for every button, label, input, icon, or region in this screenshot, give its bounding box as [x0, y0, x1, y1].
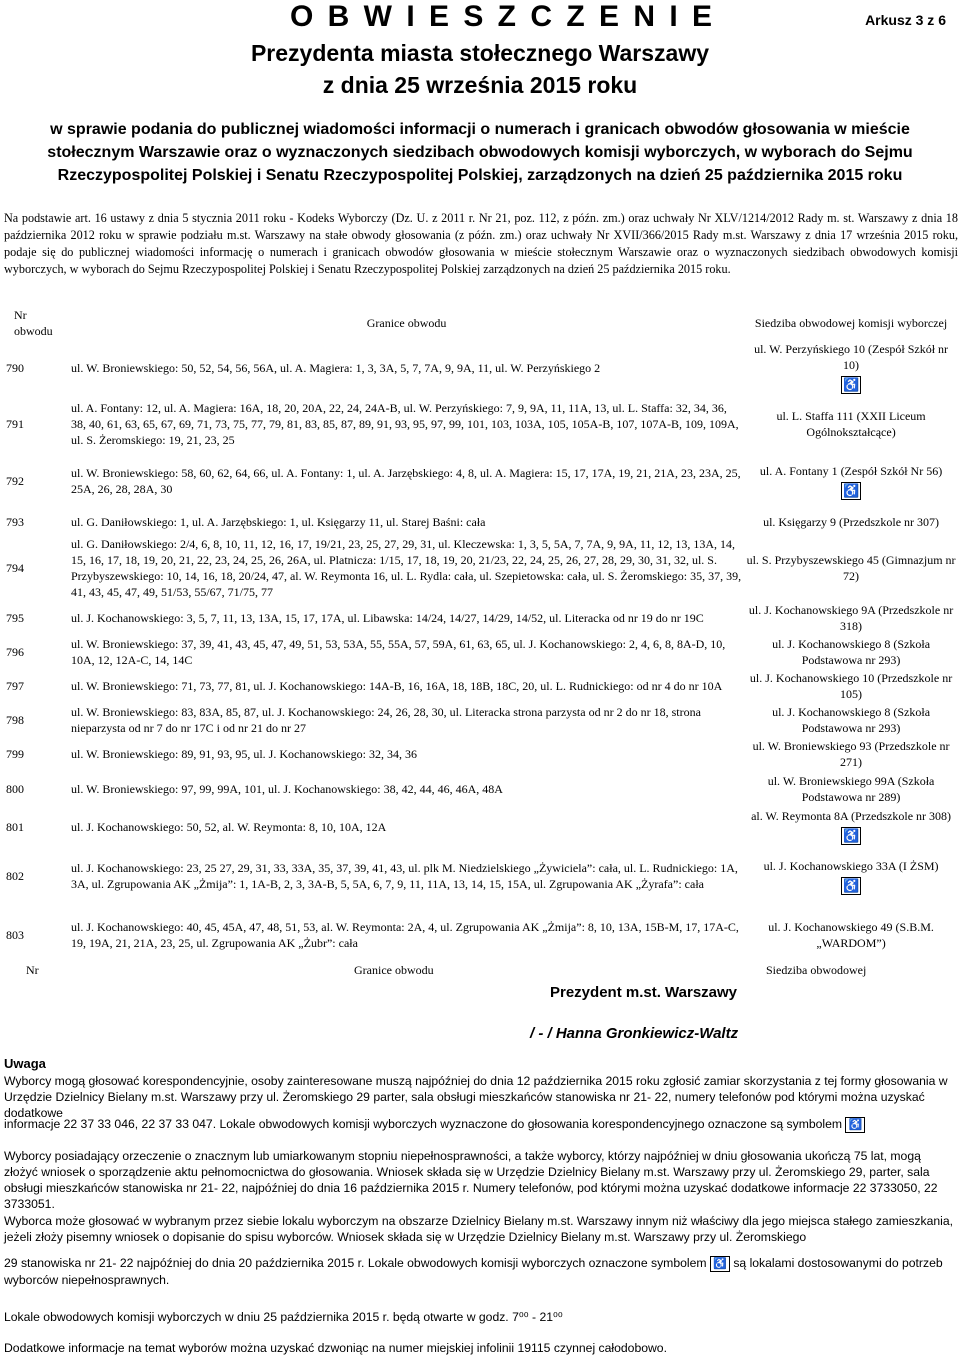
seat-address: ul. S. Przybyszewskiego 45 (Gimnazjum nr 72) [746, 553, 956, 583]
table-row [4, 509, 958, 535]
district-boundaries: ul. W. Broniewskiego: 58, 60, 62, 64, 66, ul. A. Fontany: 1, ul. A. Jarzębskiego: 4, 8, ul. A. Magiera: 15, 17, 17A, 19, 21, 21A, 23, 23A, 25, 25A, 26, 28, 28A, 30 [70, 466, 741, 496]
district-number: 795 [6, 611, 24, 625]
page-title: O B W I E S Z C Z E N I E [290, 0, 716, 33]
note-2: Wyborcy posiadający orzeczenie o znacznym lub umiarkowanym stopniu niepełnosprawności, a także wyborcy, którzy najpóźniej w dniu głosowania ukończą 75 lat, mogą złożyć wniosek o sporządzenie aktu pełnomocnictwa do głosowania. Wniosek składa się w Urzędzie Dzielnicy Bielany m.st. Warszawy przy ul. Żeromskiego 29, parter, sala obsługi mieszkańców stanowiska nr 21- 22, najpóźniej do dnia 16 października 2015 r. Numery telefonów, pod którymi można uzyskać dodatkowe informacje 22 3733050, 22 3733051. [4, 1149, 938, 1211]
note-1b-text: informacje 22 37 33 046, 22 37 33 047. Lokale obwodowych komisji wyborczych wyznaczone do głosowania korespondencyjnego oznaczone są symbolem [4, 1117, 843, 1131]
subject: w sprawie podania do publicznej wiadomości informacji o numerach i granicach obwodów głosowania w mieście stołecznym Warszawie oraz o wyznaczonych siedzibach obwodowych komisji wyborczych, w wyborach do Sejmu Rzeczypospolitej Polskiej i Senatu Rzeczypospolitej Polskiej, zarządzonych na dzień 25 października 2015 roku [47, 121, 913, 184]
note-4b-text: są lokalami dostosowanymi do potrzeb wyborców niepełnosprawnych. [4, 1256, 943, 1287]
district-seat [744, 601, 958, 635]
footer-siedziba: Siedziba obwodowej [766, 963, 867, 977]
table-row [4, 535, 958, 601]
header-siedziba: Siedziba obwodowej komisji wyborczej [754, 316, 948, 330]
district-seat [744, 635, 958, 669]
date-line: z dnia 25 września 2015 roku [322, 72, 638, 98]
district-number: 797 [6, 679, 24, 693]
district-boundaries: ul. W. Broniewskiego: 50, 52, 54, 56, 56A, ul. A. Magiera: 1, 3, 3A, 5, 7, 7A, 9, 9A, 11, ul. W. Perzyńskiego 2 [70, 360, 601, 375]
district-number: 791 [6, 417, 24, 431]
district-seat [744, 453, 958, 509]
seat-address: ul. W. Broniewskiego 99A (Szkoła Podstawowa nr 289) [767, 774, 935, 804]
wheelchair-icon: ♿ [842, 828, 860, 843]
issuer-line: Prezydenta miasta stołecznego Warszawy [250, 40, 710, 66]
footer-granice: Granice obwodu [354, 963, 434, 977]
table-row [4, 601, 958, 635]
header-granice: Granice obwodu [366, 316, 447, 330]
footer-nr: Nr [26, 963, 39, 977]
seat-address: al. W. Reymonta 8A (Przedszkole nr 308) [751, 809, 952, 823]
district-boundaries: ul. W. Broniewskiego: 37, 39, 41, 43, 45, 47, 49, 51, 53, 53A, 55, 55A, 57, 59A, 61, 63, 65, ul. J. Kochanowskiego: 2, 4, 6, 8, 8A-D, 10, 10A, 12, 12A-C, 14, 14C [70, 637, 726, 667]
table-row [4, 395, 958, 453]
district-boundaries: ul. W. Broniewskiego: 71, 73, 77, 81, ul. J. Kochanowskiego: 14A-B, 16, 16A, 18, 18B, 18C, 20, ul. L. Rudnickiego: od nr 4 do nr 10A [70, 679, 723, 693]
district-boundaries: ul. J. Kochanowskiego: 40, 45, 45A, 47, 48, 51, 53, al. W. Reymonta: 2A, 4, ul. Zgrupowania AK „Żmija”: 8, 10, 13A, 15B-M, 17, 17A-C, 19, 19A, 21, 21A, 23, 25, ul. Zgrupowania AK „Żubr”: cała [70, 920, 739, 950]
district-seat [744, 771, 958, 807]
seat-address: ul. W. Broniewskiego 93 (Przedszkole nr 271) [752, 739, 950, 769]
note-6: Dodatkowe informacje na temat wyborów można uzyskać dzwoniąc na numer miejskiej infolinii 19115 czynnej całodobowo. [4, 1341, 667, 1355]
district-number: 790 [6, 360, 24, 375]
table-row [4, 906, 958, 964]
notes-heading: Uwaga [4, 1056, 46, 1071]
district-boundaries: ul. J. Kochanowskiego: 3, 5, 7, 11, 13, 13A, 15, 17, 17A, ul. Libawska: 14/24, 14/27, 14/29, 14/52, ul. Literacka od nr 19 do nr 19C [70, 611, 704, 625]
signature-name: / - / Hanna Gronkiewicz-Waltz [530, 1025, 739, 1042]
wheelchair-icon: ♿ [842, 482, 860, 498]
district-boundaries: ul. W. Broniewskiego: 83, 83A, 85, 87, ul. J. Kochanowskiego: 24, 26, 28, 30, ul. Literacka strona parzysta od nr 2 do nr 18, strona nieparzysta od nr 7 do nr 17C i od nr 21 do nr 27 [70, 705, 701, 735]
district-number: 802 [6, 869, 24, 883]
district-boundaries: ul. W. Broniewskiego: 89, 91, 93, 95, ul. J. Kochanowskiego: 32, 34, 36 [70, 747, 417, 761]
note-4 [4, 1255, 958, 1288]
district-number: 801 [6, 819, 24, 834]
district-seat [744, 395, 958, 453]
district-boundaries: ul. J. Kochanowskiego: 50, 52, al. W. Reymonta: 8, 10, 10A, 12A [70, 819, 387, 834]
seat-address: ul. J. Kochanowskiego 33A (I ŻSM) [763, 858, 939, 873]
district-seat [744, 846, 958, 906]
district-boundaries: ul. A. Fontany: 12, ul. A. Magiera: 16A, 18, 20, 20A, 22, 24, 24A-B, ul. W. Perzyńskiego: 7, 9, 9A, 11, 11A, 13, ul. L. Staffa: 32, 34, 36, 38, 40, 61, 63, 65, 67, 69, 71, 73, 75, 77, 79, 81, 83, 85, 87, 89, 91, 93, 95, 97, 99, 101, 103, 103A, 105, 105A-B, 107, 107A-B, 109, 109A, ul. S. Żeromskiego: 19, 21, 23, 25 [70, 401, 739, 447]
seat-address: ul. Księgarzy 9 (Przedszkole nr 307) [763, 515, 940, 529]
note-5: Lokale obwodowych komisji wyborczych w dniu 25 października 2015 r. będą otwarte w godz. 7⁰⁰ - 21⁰⁰ [4, 1310, 563, 1324]
seat-address: ul. L. Staffa 111 (XXII Liceum Ogólnokształcące) [776, 409, 926, 439]
district-seat [744, 669, 958, 703]
district-seat [744, 535, 958, 601]
table-row [4, 771, 958, 807]
seat-address: ul. J. Kochanowskiego 9A (Przedszkole nr 318) [748, 603, 954, 633]
district-seat [744, 737, 958, 771]
table-row [4, 635, 958, 669]
district-number: 799 [6, 747, 24, 761]
district-boundaries: ul. W. Broniewskiego: 97, 99, 99A, 101, ul. J. Kochanowskiego: 38, 42, 44, 46, 46A, 48A [70, 782, 503, 796]
district-seat [744, 807, 958, 846]
table-row [4, 846, 958, 906]
seat-address: ul. J. Kochanowskiego 8 (Szkoła Podstawowa nr 293) [772, 705, 931, 735]
district-boundaries: ul. J. Kochanowskiego: 23, 25 27, 29, 31, 33, 33A, 35, 37, 39, 41, 43, ul. plk M. Niedzielskiego „Żywiciela”: cała, ul. L. Rudnickiego: 1A, 3A, ul. Zgrupowania AK „Żmija”: 1, 1A-B, 2, 3, 3A-B, 5, 5A, 6, 7, 9, 11, 11A, 13, 14, 15, 15A, ul. Zgrupowania AK „Żyrafa”: cała [70, 861, 738, 891]
district-seat [744, 340, 958, 395]
note-3: Wyborca może głosować w wybranym przez siebie lokalu wyborczym na obszarze Dzielnicy Bielany m.st. Warszawy innym niż właściwy dla jego miejsca stałego zamieszkania, jeżeli złoży pisemny wniosek o dopisanie do spisu wyborców. Wniosek składa się w Urzędzie Dzielnicy Bielany m.st. Warszawy przy ul. Żeromskiego [4, 1214, 954, 1244]
wheelchair-icon: ♿ [842, 377, 860, 392]
district-seat [744, 703, 958, 737]
district-number: 794 [6, 561, 24, 575]
table-header [4, 306, 958, 340]
district-number: 792 [6, 474, 24, 488]
seat-address: ul. J. Kochanowskiego 49 (S.B.M. „WARDOM”) [768, 920, 934, 950]
district-boundaries: ul. G. Daniłowskiego: 2/4, 6, 8, 10, 11, 12, 16, 17, 19/21, 23, 25, 27, 29, 31, ul. Kleczewska: 1, 3, 5, 5A, 7, 7A, 9, 9A, 11, 12, 13, 13A, 14, 15, 16, 17, 18, 19, 20, 21, 22, 23, 24, 25, 26, 26A, ul. Platnicza: 1/15, 17, 18, 19, 20, 21/23, 22, 24, 25, 26, 27, 28, 29, 30, 31, 32, ul. S. Przybyszewskiego: 10, 14, 16, 18, 20/24, 47, al. W. Reymonta 16, ul. L. Rydla: cała, ul. Szepietowska: cała, ul. S. Żeromskiego: 35, 37, 39, 41, 43, 45, 47, 49, 51/53, 55/67, 71/75, 77 [70, 537, 742, 599]
seat-address: ul. J. Kochanowskiego 10 (Przedszkole nr 105) [749, 671, 953, 701]
note-4a-text: 29 stanowiska nr 21- 22 najpóźniej do dnia 20 października 2015 r. Lokale obwodowych komisji wyborczych oznaczone symbolem [4, 1256, 707, 1270]
table-row [4, 669, 958, 703]
table-row [4, 703, 958, 737]
district-boundaries: ul. G. Daniłowskiego: 1, ul. A. Jarzębskiego: 1, ul. Księgarzy 11, ul. Starej Baśni: cała [70, 515, 486, 529]
wheelchair-icon: ♿ [845, 1117, 865, 1133]
table-row [4, 340, 958, 395]
wheelchair-icon: ♿ [842, 877, 860, 893]
sheet-number: Arkusz 3 z 6 [865, 12, 946, 28]
district-seat [744, 509, 958, 535]
seat-address: ul. W. Perzyńskiego 10 (Zespół Szkół nr 10) [754, 342, 949, 372]
note-1b [4, 1116, 958, 1133]
seat-address: ul. A. Fontany 1 (Zespół Szkół Nr 56) [759, 463, 943, 478]
district-number: 793 [6, 515, 24, 529]
header-nr: Nr obwodu [14, 308, 53, 338]
signature-title: Prezydent m.st. Warszawy [550, 984, 738, 1001]
district-number: 796 [6, 645, 24, 659]
district-number: 798 [6, 713, 24, 727]
district-number: 800 [6, 782, 24, 796]
wheelchair-icon: ♿ [710, 1256, 730, 1272]
table-row [4, 453, 958, 509]
note-1: Wyborcy mogą głosować korespondencyjnie, osoby zainteresowane muszą najpóźniej do dnia 12 października 2015 roku zgłosić zamiar skorzystania z tej formy głosowania w Urzędzie Dzielnicy Bielany m.st. Warszawy przy ul. Żeromskiego 29 parter, sala obsługi mieszkańców stanowiska nr 21- 22, numery telefonów pod którymi można uzyskać dodatkowe [4, 1074, 948, 1120]
district-seat [744, 906, 958, 964]
table-row [4, 737, 958, 771]
district-number: 803 [6, 928, 24, 942]
intro-paragraph: Na podstawie art. 16 ustawy z dnia 5 stycznia 2011 roku - Kodeks Wyborczy (Dz. U. z 2011 r. Nr 21, poz. 112, z późn. zm.) oraz uchwały Nr XLV/1214/2012 Rady m. st. Warszawy z dnia 18 października 2012 roku w sprawie podziału m.st. Warszawy na stałe obwody głosowania (z późn. zm.) oraz uchwały Nr XVII/366/2015 Rady m.st. Warszawy z dnia 17 września 2015 roku, podaje się do publicznej wiadomości informację o numerach i granicach obwodów głosowania w mieście stołecznym Warszawie oraz o wyznaczonych siedzibach obwodowych komisji wyborczych, w wyborach do Sejmu Rzeczypospolitej Polskiej i Senatu Rzeczypospolitej Polskiej zarządzonych na dzień 25 października 2015 roku. [4, 211, 958, 276]
table-row [4, 807, 958, 846]
districts-table [4, 306, 958, 964]
seat-address: ul. J. Kochanowskiego 8 (Szkoła Podstawowa nr 293) [772, 637, 931, 667]
